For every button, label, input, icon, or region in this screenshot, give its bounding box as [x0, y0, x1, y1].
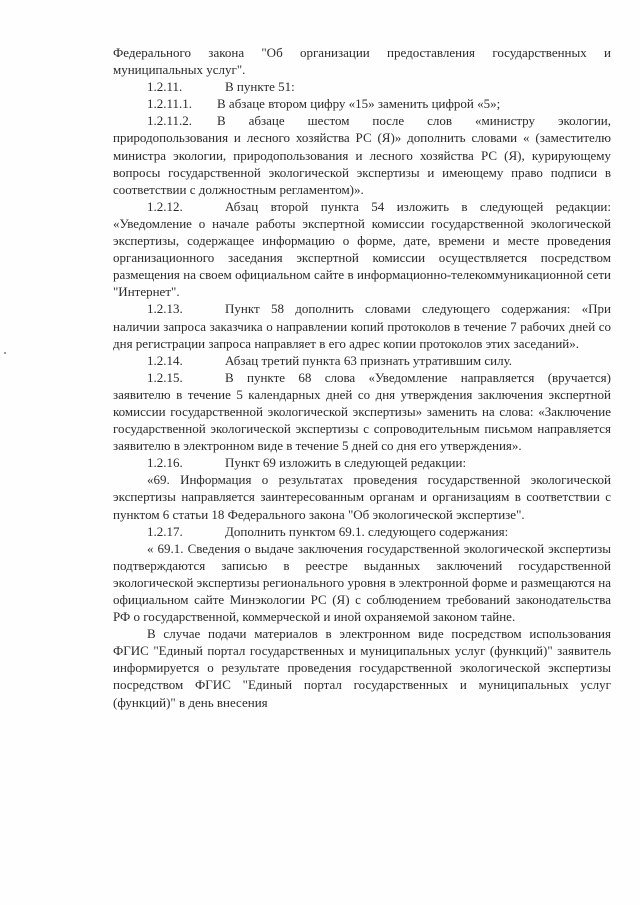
paragraph-text: Дополнить пунктом 69.1. следующего содержания:: [225, 523, 509, 539]
paragraph-quote-69-1: [113, 540, 611, 625]
paragraph-number: 1.2.17.: [147, 523, 183, 539]
paragraph-number: 1.2.13.: [147, 301, 183, 317]
paragraph-text: В случае подачи материалов в электронном виде посредством использования ФГИС "Единый портал государственных и муниципальных услуг (функций)" заявитель информируется о результате проведения государственной экологической экспертизы посредством ФГИС "Единый портал государственных и муниципальных услуг (функций)" в день внесения: [113, 626, 611, 710]
paragraph-1-2-13: [113, 300, 611, 351]
paragraph-text: В пункте 68 слова «Уведомление направляется (вручается) заявителю в течение 5 календарных дней со дня утверждения заключения экспертной комиссии государственной экологической экспертизы» заменить на слова: «Заключение государственной экологической экспертизы с сопроводительным письмом направляется заявителю в электронном виде в течение 5 дней со дня его утверждения».: [113, 369, 611, 454]
paragraph-text: «69. Информация о результатах проведения государственной экологической экспертизы направляется заинтересованным органам и организациям в соответствии с пунктом 6 статьи 18 Федерального закона "Об экологической экспертизе".: [113, 472, 611, 522]
paragraph-text: В пункте 51:: [225, 79, 295, 95]
paragraph-text: В абзаце втором цифру «15» заменить цифрой «5»;: [217, 96, 501, 112]
paragraph-1-2-11: [113, 78, 611, 95]
paragraph-1-2-12: [113, 198, 611, 301]
scan-mark: [4, 352, 6, 354]
paragraph-number: 1.2.16.: [147, 455, 183, 471]
document-body: [113, 44, 611, 711]
paragraph-text: В абзаце шестом после слов «министру экологии, природопользования и лесного хозяйства РС (Я)» дополнить словами « (заместителю министра экологии, природопользования и лесного хозяйства РС (Я), курирующему вопросы государственной экологической экспертизы и имеющему право подписи в соответствии с должностным регламентом)».: [113, 113, 611, 197]
paragraph-1-2-16: [113, 454, 611, 471]
paragraph-text: Абзац второй пункта 54 изложить в следующей редакции: «Уведомление о начале работы экспертной комиссии государственной экологической экспертизы, содержащее информацию о форме, дате, времени и месте проведения организационного заседания экспертной комиссии осуществляется посредством размещения на своем официальном сайте в информационно-телекоммуникационной сети "Интернет".: [113, 198, 611, 300]
paragraph-1-2-17: [113, 523, 611, 540]
paragraph-number: 1.2.12.: [147, 198, 183, 214]
paragraph-text: Абзац третий пункта 63 признать утратившим силу.: [225, 352, 513, 368]
paragraph-1-2-15: [113, 369, 611, 454]
paragraph-text: Пункт 69 изложить в следующей редакции:: [225, 455, 467, 471]
paragraph-continuation: [113, 44, 611, 78]
paragraph-number: 1.2.11.2.: [147, 113, 193, 129]
paragraph-quote-69: [113, 471, 611, 522]
paragraph-text: Федерального закона "Об организации предоставления государственных и муниципальных услуг".: [113, 45, 611, 78]
paragraph-text: « 69.1. Сведения о выдаче заключения государственной экологической экспертизы подтверждаются записью в реестре выданных заключений государственной экологической экспертизы регионального уровня в электронной форме и размещаются на официальном сайте Минэкологии РС (Я) с соблюдением требований законодательства РФ о государственной, коммерческой и иной охраняемой законом тайне.: [113, 540, 611, 625]
paragraph-number: 1.2.15.: [147, 369, 183, 385]
paragraph-number: 1.2.11.1.: [147, 96, 193, 112]
paragraph-text: Пункт 58 дополнить словами следующего содержания: «При наличии запроса заказчика о направлении копий протоколов в течение 7 рабочих дней со дня регистрации запроса направляет в его адрес копии протоколов этих заседаний».: [113, 301, 611, 351]
paragraph-1-2-14: [113, 352, 611, 369]
paragraph-number: 1.2.14.: [147, 352, 183, 368]
paragraph-number: 1.2.11.: [147, 79, 183, 95]
paragraph-1-2-11-1: [113, 95, 611, 112]
paragraph-1-2-11-2: [113, 112, 611, 197]
paragraph-electronic-submission: [113, 625, 611, 710]
